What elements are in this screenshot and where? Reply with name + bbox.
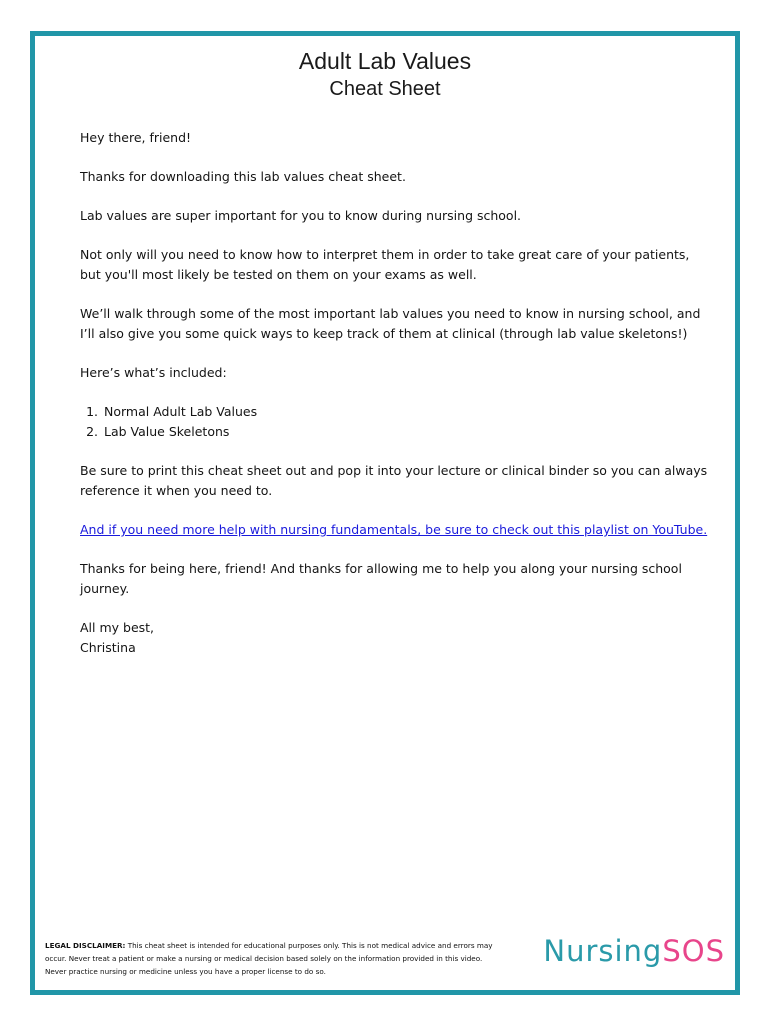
- logo-sos-text: SOS: [662, 934, 725, 968]
- disclaimer-lead: LEGAL DISCLAIMER:: [45, 941, 126, 950]
- paragraph-walkthrough: We’ll walk through some of the most important lab values you need to know in nursing school, and I’ll also give you some quick ways to keep track of them at clinical (through lab value skeletons!): [80, 306, 701, 341]
- paragraph-importance: Lab values are super important for you to know during nursing school.: [80, 208, 522, 223]
- youtube-playlist-link[interactable]: And if you need more help with nursing fundamentals, be sure to check out this playlist on YouTube.: [80, 522, 708, 537]
- document-body: [80, 128, 710, 658]
- nursingsos-logo: [543, 934, 725, 968]
- page-frame: [30, 31, 740, 995]
- paragraph-thanks: Thanks for downloading this lab values cheat sheet.: [80, 169, 406, 184]
- signoff: [80, 618, 710, 658]
- logo-nursing-text: Nursing: [543, 934, 663, 968]
- list-item: 1. Normal Adult Lab Values: [102, 402, 710, 422]
- signature: Christina: [80, 640, 136, 655]
- included-heading: Here’s what’s included:: [80, 365, 227, 380]
- list-item: 2. Lab Value Skeletons: [102, 422, 710, 442]
- paragraph-interpret: Not only will you need to know how to interpret them in order to take great care of your patients, but you'll most likely be tested on them on your exams as well.: [80, 247, 690, 282]
- disclaimer-text: This cheat sheet is intended for educational purposes only. This is not medical advice and errors may occur. Never treat a patient or make a nursing or medical decision based solely on the information provided in this video. Never practice nursing or medicine unless you have a proper license to do so.: [45, 941, 493, 976]
- document-subtitle: Cheat Sheet: [329, 78, 441, 100]
- document-title: Adult Lab Values: [298, 48, 472, 74]
- youtube-link-paragraph: [80, 520, 710, 540]
- paragraph-closing-thanks: Thanks for being here, friend! And thanks for allowing me to help you along your nursing school journey.: [80, 561, 682, 596]
- closing-line: All my best,: [80, 620, 155, 635]
- greeting: Hey there, friend!: [80, 130, 192, 145]
- included-list: [80, 402, 710, 442]
- paragraph-print: Be sure to print this cheat sheet out and pop it into your lecture or clinical binder so you can always reference it when you need to.: [80, 463, 708, 498]
- legal-disclaimer: [45, 939, 505, 978]
